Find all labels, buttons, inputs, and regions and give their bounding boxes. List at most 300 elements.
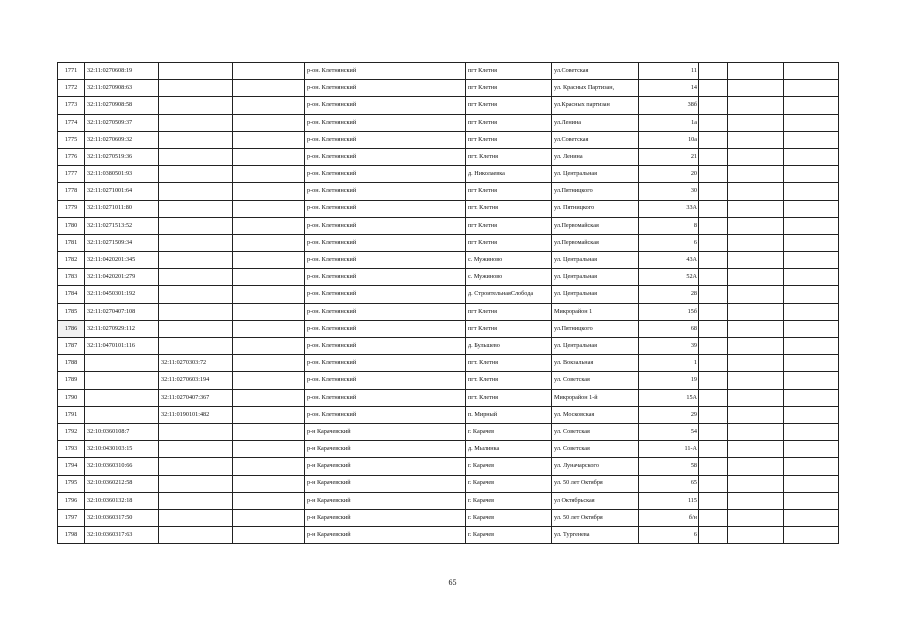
cadastral-number-alt-cell: [159, 338, 233, 355]
district-cell: р-он. Клетнянский: [305, 252, 466, 269]
settlement-cell: г. Карачев: [466, 475, 552, 492]
cadastral-number-alt-cell: [159, 320, 233, 337]
house-number-cell: 28: [639, 286, 699, 303]
house-number-cell: 10а: [639, 131, 699, 148]
house-number-cell: б/н: [639, 509, 699, 526]
row-number-cell: 1785: [58, 303, 85, 320]
blank-cell: [233, 269, 305, 286]
blank-cell: [784, 63, 839, 80]
street-cell: ул. Центральная: [552, 269, 639, 286]
blank-cell: [233, 492, 305, 509]
table-row: [58, 183, 839, 200]
settlement-cell: г. Карачев: [466, 458, 552, 475]
house-number-cell: 54: [639, 423, 699, 440]
cadastral-number-alt-cell: [159, 441, 233, 458]
cadastral-number-cell: 32:11:0271509:34: [85, 234, 159, 251]
row-number-cell: 1794: [58, 458, 85, 475]
house-number-cell: 30: [639, 183, 699, 200]
house-number-cell: 43А: [639, 252, 699, 269]
table-row: [58, 458, 839, 475]
house-number-cell: 11: [639, 63, 699, 80]
blank-cell: [784, 475, 839, 492]
district-cell: р-он. Клетнянский: [305, 320, 466, 337]
blank-cell: [699, 527, 728, 544]
row-number-cell: 1798: [58, 527, 85, 544]
blank-cell: [728, 97, 784, 114]
district-cell: р-он. Клетнянский: [305, 63, 466, 80]
row-number-cell: 1781: [58, 234, 85, 251]
table-row: [58, 492, 839, 509]
district-cell: р-н Карачевский: [305, 509, 466, 526]
blank-cell: [233, 389, 305, 406]
blank-cell: [699, 114, 728, 131]
cadastral-number-cell: 32:11:0380501:93: [85, 166, 159, 183]
street-cell: ул. Советская: [552, 441, 639, 458]
row-number-cell: 1771: [58, 63, 85, 80]
blank-cell: [699, 509, 728, 526]
row-number-cell: 1793: [58, 441, 85, 458]
blank-cell: [784, 269, 839, 286]
blank-cell: [699, 492, 728, 509]
cadastral-number-cell: 32:10:0360108:7: [85, 423, 159, 440]
cadastral-number-cell: 32:11:0270509:37: [85, 114, 159, 131]
settlement-cell: пгт. Клетня: [466, 355, 552, 372]
blank-cell: [728, 509, 784, 526]
street-cell: ул. Центральная: [552, 286, 639, 303]
blank-cell: [233, 63, 305, 80]
blank-cell: [784, 252, 839, 269]
district-cell: р-н Карачевский: [305, 492, 466, 509]
blank-cell: [728, 458, 784, 475]
cadastral-number-alt-cell: [159, 80, 233, 97]
cadastral-number-alt-cell: [159, 492, 233, 509]
settlement-cell: пгт Клетня: [466, 234, 552, 251]
blank-cell: [784, 320, 839, 337]
blank-cell: [699, 406, 728, 423]
row-number-cell: 1796: [58, 492, 85, 509]
cadastral-number-cell: 32:11:0270908:63: [85, 80, 159, 97]
row-number-cell: 1772: [58, 80, 85, 97]
row-number-cell: 1775: [58, 131, 85, 148]
district-cell: р-он. Клетнянский: [305, 372, 466, 389]
blank-cell: [784, 234, 839, 251]
blank-cell: [699, 286, 728, 303]
blank-cell: [233, 114, 305, 131]
row-number-cell: 1790: [58, 389, 85, 406]
district-cell: р-он. Клетнянский: [305, 131, 466, 148]
registry-table-body: [58, 63, 839, 544]
blank-cell: [233, 286, 305, 303]
district-cell: р-он. Клетнянский: [305, 303, 466, 320]
street-cell: ул. Советская: [552, 423, 639, 440]
blank-cell: [728, 63, 784, 80]
settlement-cell: п. Мирный: [466, 406, 552, 423]
blank-cell: [728, 441, 784, 458]
settlement-cell: пгт Клетня: [466, 183, 552, 200]
street-cell: Микрорайон 1-й: [552, 389, 639, 406]
blank-cell: [784, 166, 839, 183]
table-row: [58, 441, 839, 458]
district-cell: р-он. Клетнянский: [305, 234, 466, 251]
blank-cell: [699, 423, 728, 440]
row-number-cell: 1783: [58, 269, 85, 286]
cadastral-number-cell: 32:11:0271513:52: [85, 217, 159, 234]
blank-cell: [233, 441, 305, 458]
table-row: [58, 200, 839, 217]
table-row: [58, 166, 839, 183]
district-cell: р-н Карачевский: [305, 441, 466, 458]
row-number-cell: 1788: [58, 355, 85, 372]
blank-cell: [233, 320, 305, 337]
blank-cell: [784, 509, 839, 526]
blank-cell: [233, 183, 305, 200]
blank-cell: [233, 97, 305, 114]
blank-cell: [699, 355, 728, 372]
blank-cell: [699, 183, 728, 200]
district-cell: р-он. Клетнянский: [305, 406, 466, 423]
blank-cell: [699, 131, 728, 148]
table-row: [58, 148, 839, 165]
blank-cell: [784, 406, 839, 423]
settlement-cell: г. Карачев: [466, 527, 552, 544]
blank-cell: [699, 166, 728, 183]
district-cell: р-он. Клетнянский: [305, 286, 466, 303]
cadastral-number-cell: 32:11:0271011:80: [85, 200, 159, 217]
blank-cell: [233, 338, 305, 355]
blank-cell: [784, 492, 839, 509]
blank-cell: [728, 148, 784, 165]
blank-cell: [784, 114, 839, 131]
street-cell: ул. Красных Партизан,: [552, 80, 639, 97]
cadastral-number-alt-cell: [159, 286, 233, 303]
street-cell: ул.Пятницкого: [552, 320, 639, 337]
blank-cell: [233, 527, 305, 544]
district-cell: р-он. Клетнянский: [305, 166, 466, 183]
blank-cell: [233, 458, 305, 475]
blank-cell: [784, 303, 839, 320]
settlement-cell: пгт. Клетня: [466, 200, 552, 217]
street-cell: ул.Первомайская: [552, 234, 639, 251]
blank-cell: [728, 372, 784, 389]
blank-cell: [233, 80, 305, 97]
cadastral-number-alt-cell: [159, 63, 233, 80]
cadastral-number-cell: 32:11:0450301:192: [85, 286, 159, 303]
table-row: [58, 509, 839, 526]
settlement-cell: д. СтроительнаяСлобода: [466, 286, 552, 303]
row-number-cell: 1774: [58, 114, 85, 131]
street-cell: ул. 50 лет Октября: [552, 509, 639, 526]
cadastral-number-alt-cell: [159, 475, 233, 492]
district-cell: р-он. Клетнянский: [305, 148, 466, 165]
settlement-cell: пгт Клетня: [466, 131, 552, 148]
house-number-cell: 29: [639, 406, 699, 423]
blank-cell: [699, 320, 728, 337]
cadastral-number-cell: 32:11:0270519:36: [85, 148, 159, 165]
cadastral-number-alt-cell: [159, 166, 233, 183]
table-row: [58, 355, 839, 372]
street-cell: ул. Центральная: [552, 252, 639, 269]
blank-cell: [728, 338, 784, 355]
blank-cell: [233, 166, 305, 183]
table-row: [58, 303, 839, 320]
blank-cell: [233, 406, 305, 423]
district-cell: р-он. Клетнянский: [305, 389, 466, 406]
blank-cell: [233, 200, 305, 217]
district-cell: р-он. Клетнянский: [305, 269, 466, 286]
house-number-cell: 6: [639, 527, 699, 544]
cadastral-number-cell: 32:10:0360132:18: [85, 492, 159, 509]
settlement-cell: пгт. Клетня: [466, 148, 552, 165]
cadastral-number-alt-cell: [159, 269, 233, 286]
cadastral-number-alt-cell: 32:11:0270407:367: [159, 389, 233, 406]
blank-cell: [233, 509, 305, 526]
house-number-cell: 39: [639, 338, 699, 355]
blank-cell: [784, 355, 839, 372]
house-number-cell: 11-А: [639, 441, 699, 458]
house-number-cell: 52А: [639, 269, 699, 286]
street-cell: ул. Советская: [552, 372, 639, 389]
blank-cell: [728, 355, 784, 372]
settlement-cell: г. Карачев: [466, 509, 552, 526]
street-cell: ул. Московская: [552, 406, 639, 423]
cadastral-number-cell: 32:11:0271001:64: [85, 183, 159, 200]
blank-cell: [699, 252, 728, 269]
street-cell: ул. 50 лет Октября: [552, 475, 639, 492]
cadastral-number-alt-cell: [159, 527, 233, 544]
settlement-cell: пгт. Клетня: [466, 389, 552, 406]
cadastral-number-alt-cell: [159, 217, 233, 234]
district-cell: р-он. Клетнянский: [305, 97, 466, 114]
house-number-cell: 58: [639, 458, 699, 475]
row-number-cell: 1784: [58, 286, 85, 303]
blank-cell: [728, 217, 784, 234]
page-number: 65: [448, 578, 457, 587]
blank-cell: [699, 148, 728, 165]
street-cell: ул.Красных партизан: [552, 97, 639, 114]
blank-cell: [233, 234, 305, 251]
cadastral-number-cell: 32:10:0360212:58: [85, 475, 159, 492]
blank-cell: [233, 423, 305, 440]
cadastral-number-alt-cell: [159, 183, 233, 200]
row-number-cell: 1792: [58, 423, 85, 440]
house-number-cell: 65: [639, 475, 699, 492]
cadastral-number-alt-cell: [159, 509, 233, 526]
table-row: [58, 269, 839, 286]
blank-cell: [233, 252, 305, 269]
cadastral-number-cell: 32:11:0420201:279: [85, 269, 159, 286]
settlement-cell: с. Мужиново: [466, 269, 552, 286]
cadastral-number-cell: 32:10:0430103:15: [85, 441, 159, 458]
table-row: [58, 286, 839, 303]
blank-cell: [784, 423, 839, 440]
row-number-cell: 1791: [58, 406, 85, 423]
district-cell: р-н Карачевский: [305, 475, 466, 492]
house-number-cell: 15А: [639, 389, 699, 406]
table-row: [58, 131, 839, 148]
street-cell: Микрорайон 1: [552, 303, 639, 320]
settlement-cell: д. Николаевка: [466, 166, 552, 183]
row-number-cell: 1782: [58, 252, 85, 269]
cadastral-number-cell: 32:10:0360317:63: [85, 527, 159, 544]
cadastral-number-alt-cell: [159, 97, 233, 114]
settlement-cell: пгт Клетня: [466, 217, 552, 234]
row-number-cell: 1787: [58, 338, 85, 355]
settlement-cell: г. Карачев: [466, 492, 552, 509]
blank-cell: [699, 234, 728, 251]
table-row: [58, 389, 839, 406]
district-cell: р-он. Клетнянский: [305, 338, 466, 355]
blank-cell: [699, 458, 728, 475]
blank-cell: [728, 114, 784, 131]
house-number-cell: 115: [639, 492, 699, 509]
blank-cell: [728, 320, 784, 337]
street-cell: ул. Луначарского: [552, 458, 639, 475]
cadastral-number-alt-cell: [159, 458, 233, 475]
district-cell: р-н Карачевский: [305, 423, 466, 440]
table-row: [58, 423, 839, 440]
blank-cell: [784, 131, 839, 148]
district-cell: р-он. Клетнянский: [305, 183, 466, 200]
blank-cell: [784, 200, 839, 217]
blank-cell: [784, 286, 839, 303]
cadastral-number-cell: 32:11:0470101:116: [85, 338, 159, 355]
blank-cell: [728, 200, 784, 217]
district-cell: р-он. Клетнянский: [305, 217, 466, 234]
table-row: [58, 234, 839, 251]
street-cell: ул Октябрьская: [552, 492, 639, 509]
district-cell: р-он. Клетнянский: [305, 200, 466, 217]
house-number-cell: 20: [639, 166, 699, 183]
blank-cell: [784, 217, 839, 234]
blank-cell: [784, 80, 839, 97]
cadastral-number-alt-cell: [159, 423, 233, 440]
row-number-cell: 1777: [58, 166, 85, 183]
settlement-cell: пгт Клетня: [466, 80, 552, 97]
blank-cell: [728, 183, 784, 200]
blank-cell: [699, 97, 728, 114]
table-row: [58, 527, 839, 544]
blank-cell: [728, 303, 784, 320]
district-cell: р-н Карачевский: [305, 458, 466, 475]
cadastral-number-cell: [85, 355, 159, 372]
district-cell: р-н Карачевский: [305, 527, 466, 544]
street-cell: ул.Советская: [552, 63, 639, 80]
street-cell: ул.Первомайская: [552, 217, 639, 234]
blank-cell: [699, 389, 728, 406]
district-cell: р-он. Клетнянский: [305, 114, 466, 131]
blank-cell: [728, 423, 784, 440]
cadastral-number-alt-cell: 32:11:0270603:194: [159, 372, 233, 389]
district-cell: р-он. Клетнянский: [305, 80, 466, 97]
street-cell: ул.Пятницкого: [552, 183, 639, 200]
blank-cell: [699, 80, 728, 97]
blank-cell: [699, 217, 728, 234]
blank-cell: [784, 338, 839, 355]
district-cell: р-он. Клетнянский: [305, 355, 466, 372]
blank-cell: [728, 475, 784, 492]
blank-cell: [728, 406, 784, 423]
table-row: [58, 320, 839, 337]
table-row: [58, 372, 839, 389]
table-row: [58, 114, 839, 131]
settlement-cell: пгт Клетня: [466, 63, 552, 80]
cadastral-number-cell: 32:10:0360317:50: [85, 509, 159, 526]
street-cell: ул. Вокзальная: [552, 355, 639, 372]
cadastral-number-cell: 32:11:0270908:58: [85, 97, 159, 114]
blank-cell: [728, 252, 784, 269]
house-number-cell: 1а: [639, 114, 699, 131]
blank-cell: [699, 269, 728, 286]
cadastral-number-cell: [85, 389, 159, 406]
cadastral-number-alt-cell: [159, 114, 233, 131]
house-number-cell: 38б: [639, 97, 699, 114]
blank-cell: [233, 131, 305, 148]
table-row: [58, 475, 839, 492]
table-row: [58, 97, 839, 114]
house-number-cell: 15б: [639, 303, 699, 320]
row-number-cell: 1797: [58, 509, 85, 526]
table-row: [58, 217, 839, 234]
cadastral-number-alt-cell: 32:11:0190101:482: [159, 406, 233, 423]
settlement-cell: пгт Клетня: [466, 97, 552, 114]
row-number-cell: 1789: [58, 372, 85, 389]
blank-cell: [233, 217, 305, 234]
blank-cell: [728, 269, 784, 286]
street-cell: ул. Тургенева: [552, 527, 639, 544]
cadastral-number-alt-cell: [159, 131, 233, 148]
cadastral-number-cell: 32:11:0270609:32: [85, 131, 159, 148]
street-cell: ул. Центральная: [552, 338, 639, 355]
row-number-cell: 1776: [58, 148, 85, 165]
registry-table: [57, 62, 839, 544]
blank-cell: [784, 458, 839, 475]
blank-cell: [728, 527, 784, 544]
table-row: [58, 338, 839, 355]
blank-cell: [699, 372, 728, 389]
row-number-cell: 1780: [58, 217, 85, 234]
blank-cell: [699, 338, 728, 355]
cadastral-number-cell: 32:11:0270407:108: [85, 303, 159, 320]
row-number-cell: 1786: [58, 320, 85, 337]
cadastral-number-alt-cell: [159, 234, 233, 251]
cadastral-number-cell: 32:10:0360310:66: [85, 458, 159, 475]
settlement-cell: пгт Клетня: [466, 114, 552, 131]
blank-cell: [728, 80, 784, 97]
settlement-cell: д. Бульшево: [466, 338, 552, 355]
row-number-cell: 1779: [58, 200, 85, 217]
table-row: [58, 406, 839, 423]
blank-cell: [699, 303, 728, 320]
blank-cell: [728, 166, 784, 183]
blank-cell: [233, 303, 305, 320]
row-number-cell: 1795: [58, 475, 85, 492]
blank-cell: [699, 475, 728, 492]
cadastral-number-alt-cell: 32:11:0270303:72: [159, 355, 233, 372]
blank-cell: [728, 492, 784, 509]
house-number-cell: 14: [639, 80, 699, 97]
blank-cell: [233, 355, 305, 372]
street-cell: ул. Центральная: [552, 166, 639, 183]
house-number-cell: 8: [639, 217, 699, 234]
house-number-cell: 19: [639, 372, 699, 389]
house-number-cell: 68: [639, 320, 699, 337]
blank-cell: [784, 97, 839, 114]
blank-cell: [728, 389, 784, 406]
settlement-cell: пгт Клетня: [466, 320, 552, 337]
blank-cell: [728, 234, 784, 251]
cadastral-number-cell: [85, 406, 159, 423]
blank-cell: [784, 389, 839, 406]
